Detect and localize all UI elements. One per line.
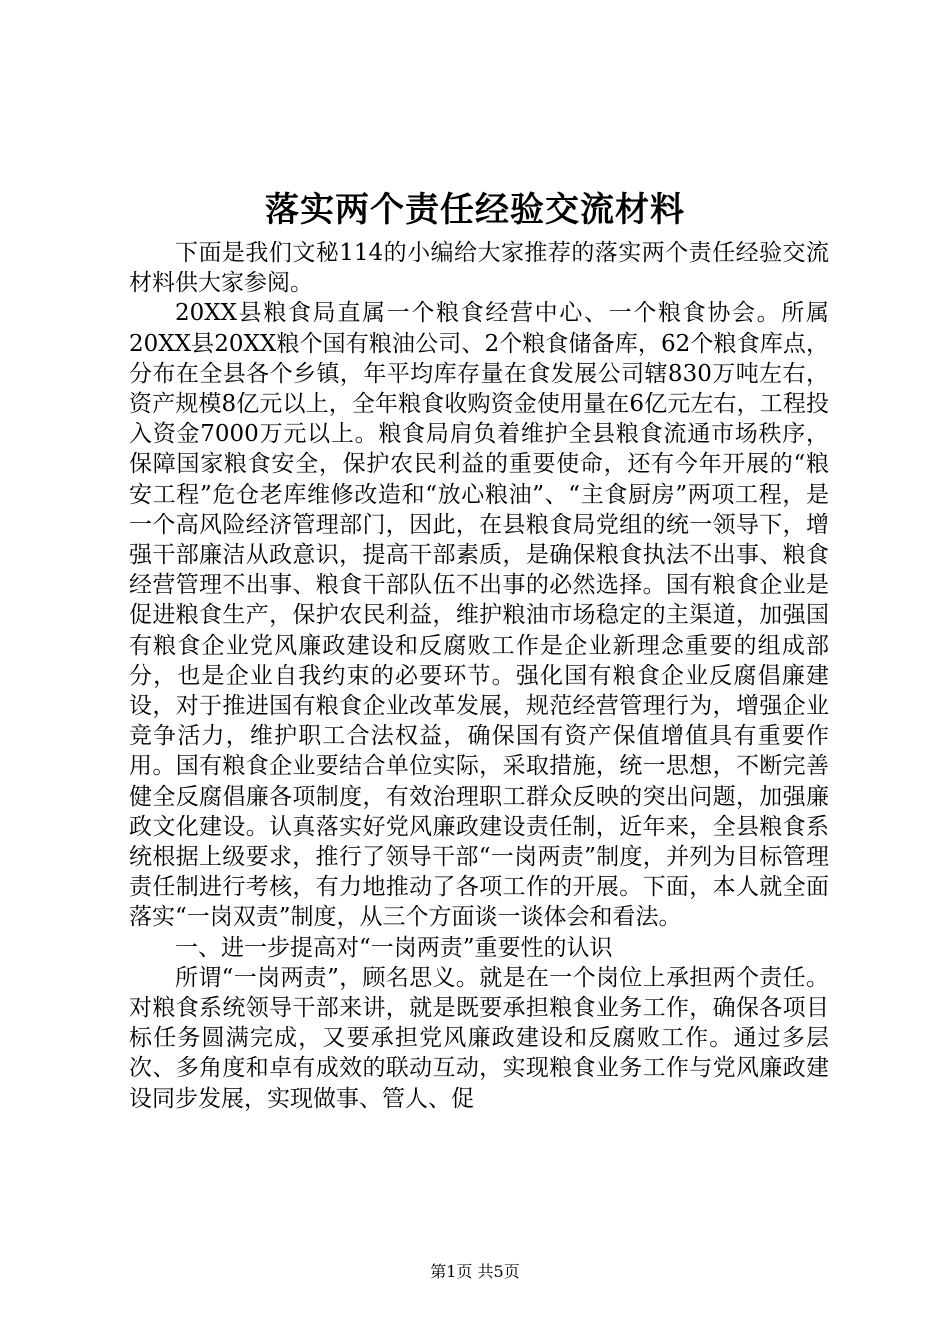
paragraph-background: 20XX县粮食局直属一个粮食经营中心、一个粮食协会。所属20XX县20XX粮个国有粮油公司、2个粮食储备库，62个粮食库点，分布在全县各个乡镇，年平均库存量在食发展公司辖830万吨左右，资产规模8亿元以上，全年粮食收购资金使用量在6亿元左右，工程投入资金7000万元以上。粮食局肩负着维护全县粮食流通市场秩序，保障国家粮食安全，保护农民利益的重要使命，还有今年开展的“粮安工程”危仓老库维修改造和“放心粮油”、“主食厨房”两项工程，是一个高风险经济管理部门，因此，在县粮食局党组的统一领导下，增强干部廉洁从政意识，提高干部素质，是确保粮食执法不出事、粮食经营管理不出事、粮食干部队伍不出事的必然选择。国有粮食企业是促进粮食生产，保护农民利益，维护粮油市场稳定的主渠道，加强国有粮食企业党风廉政建设和反腐败工作是企业新理念重要的组成部分，也是企业自我约束的必要环节。强化国有粮食企业反腐倡廉建设，对于推进国有粮食企业改革发展，规范经营管理行为，增强企业竞争活力，维护职工合法权益，确保国有资产保值增值具有重要作用。国有粮食企业要结合单位实际，采取措施，统一思想，不断完善健全反腐倡廉各项制度，有效治理职工群众反映的突出问题，加强廉政文化建设。认真落实好党风廉政建设责任制，近年来，全县粮食系统根据上级要求，推行了领导干部“一岗两责”制度，并列为目标管理责任制进行考核，有力地推动了各项工作的开展。下面，本人就全面落实“一岗双责”制度，从三个方面谈一谈体会和看法。 xyxy=(129,300,829,931)
document-body xyxy=(129,238,829,1114)
paragraph-definition: 所谓“一岗两责”，顾名思义。就是在一个岗位上承担两个责任。对粮食系统领导干部来讲，就是既要承担粮食业务工作，确保各项目标任务圆满完成，又要承担党风廉政建设和反腐败工作。通过多层次、多角度和卓有成效的联动互动，实现粮食业务工作与党风廉政建设同步发展，实现做事、管人、促 xyxy=(129,964,829,1112)
page-footer: 第1页 共5页 xyxy=(430,1262,520,1281)
document-title: 落实两个责任经验交流材料 xyxy=(265,190,685,230)
section-heading-1: 一、进一步提高对“一岗两责”重要性的认识 xyxy=(175,934,613,961)
paragraph-intro: 下面是我们文秘114的小编给大家推荐的落实两个责任经验交流材料供大家参阅。 xyxy=(129,240,829,297)
